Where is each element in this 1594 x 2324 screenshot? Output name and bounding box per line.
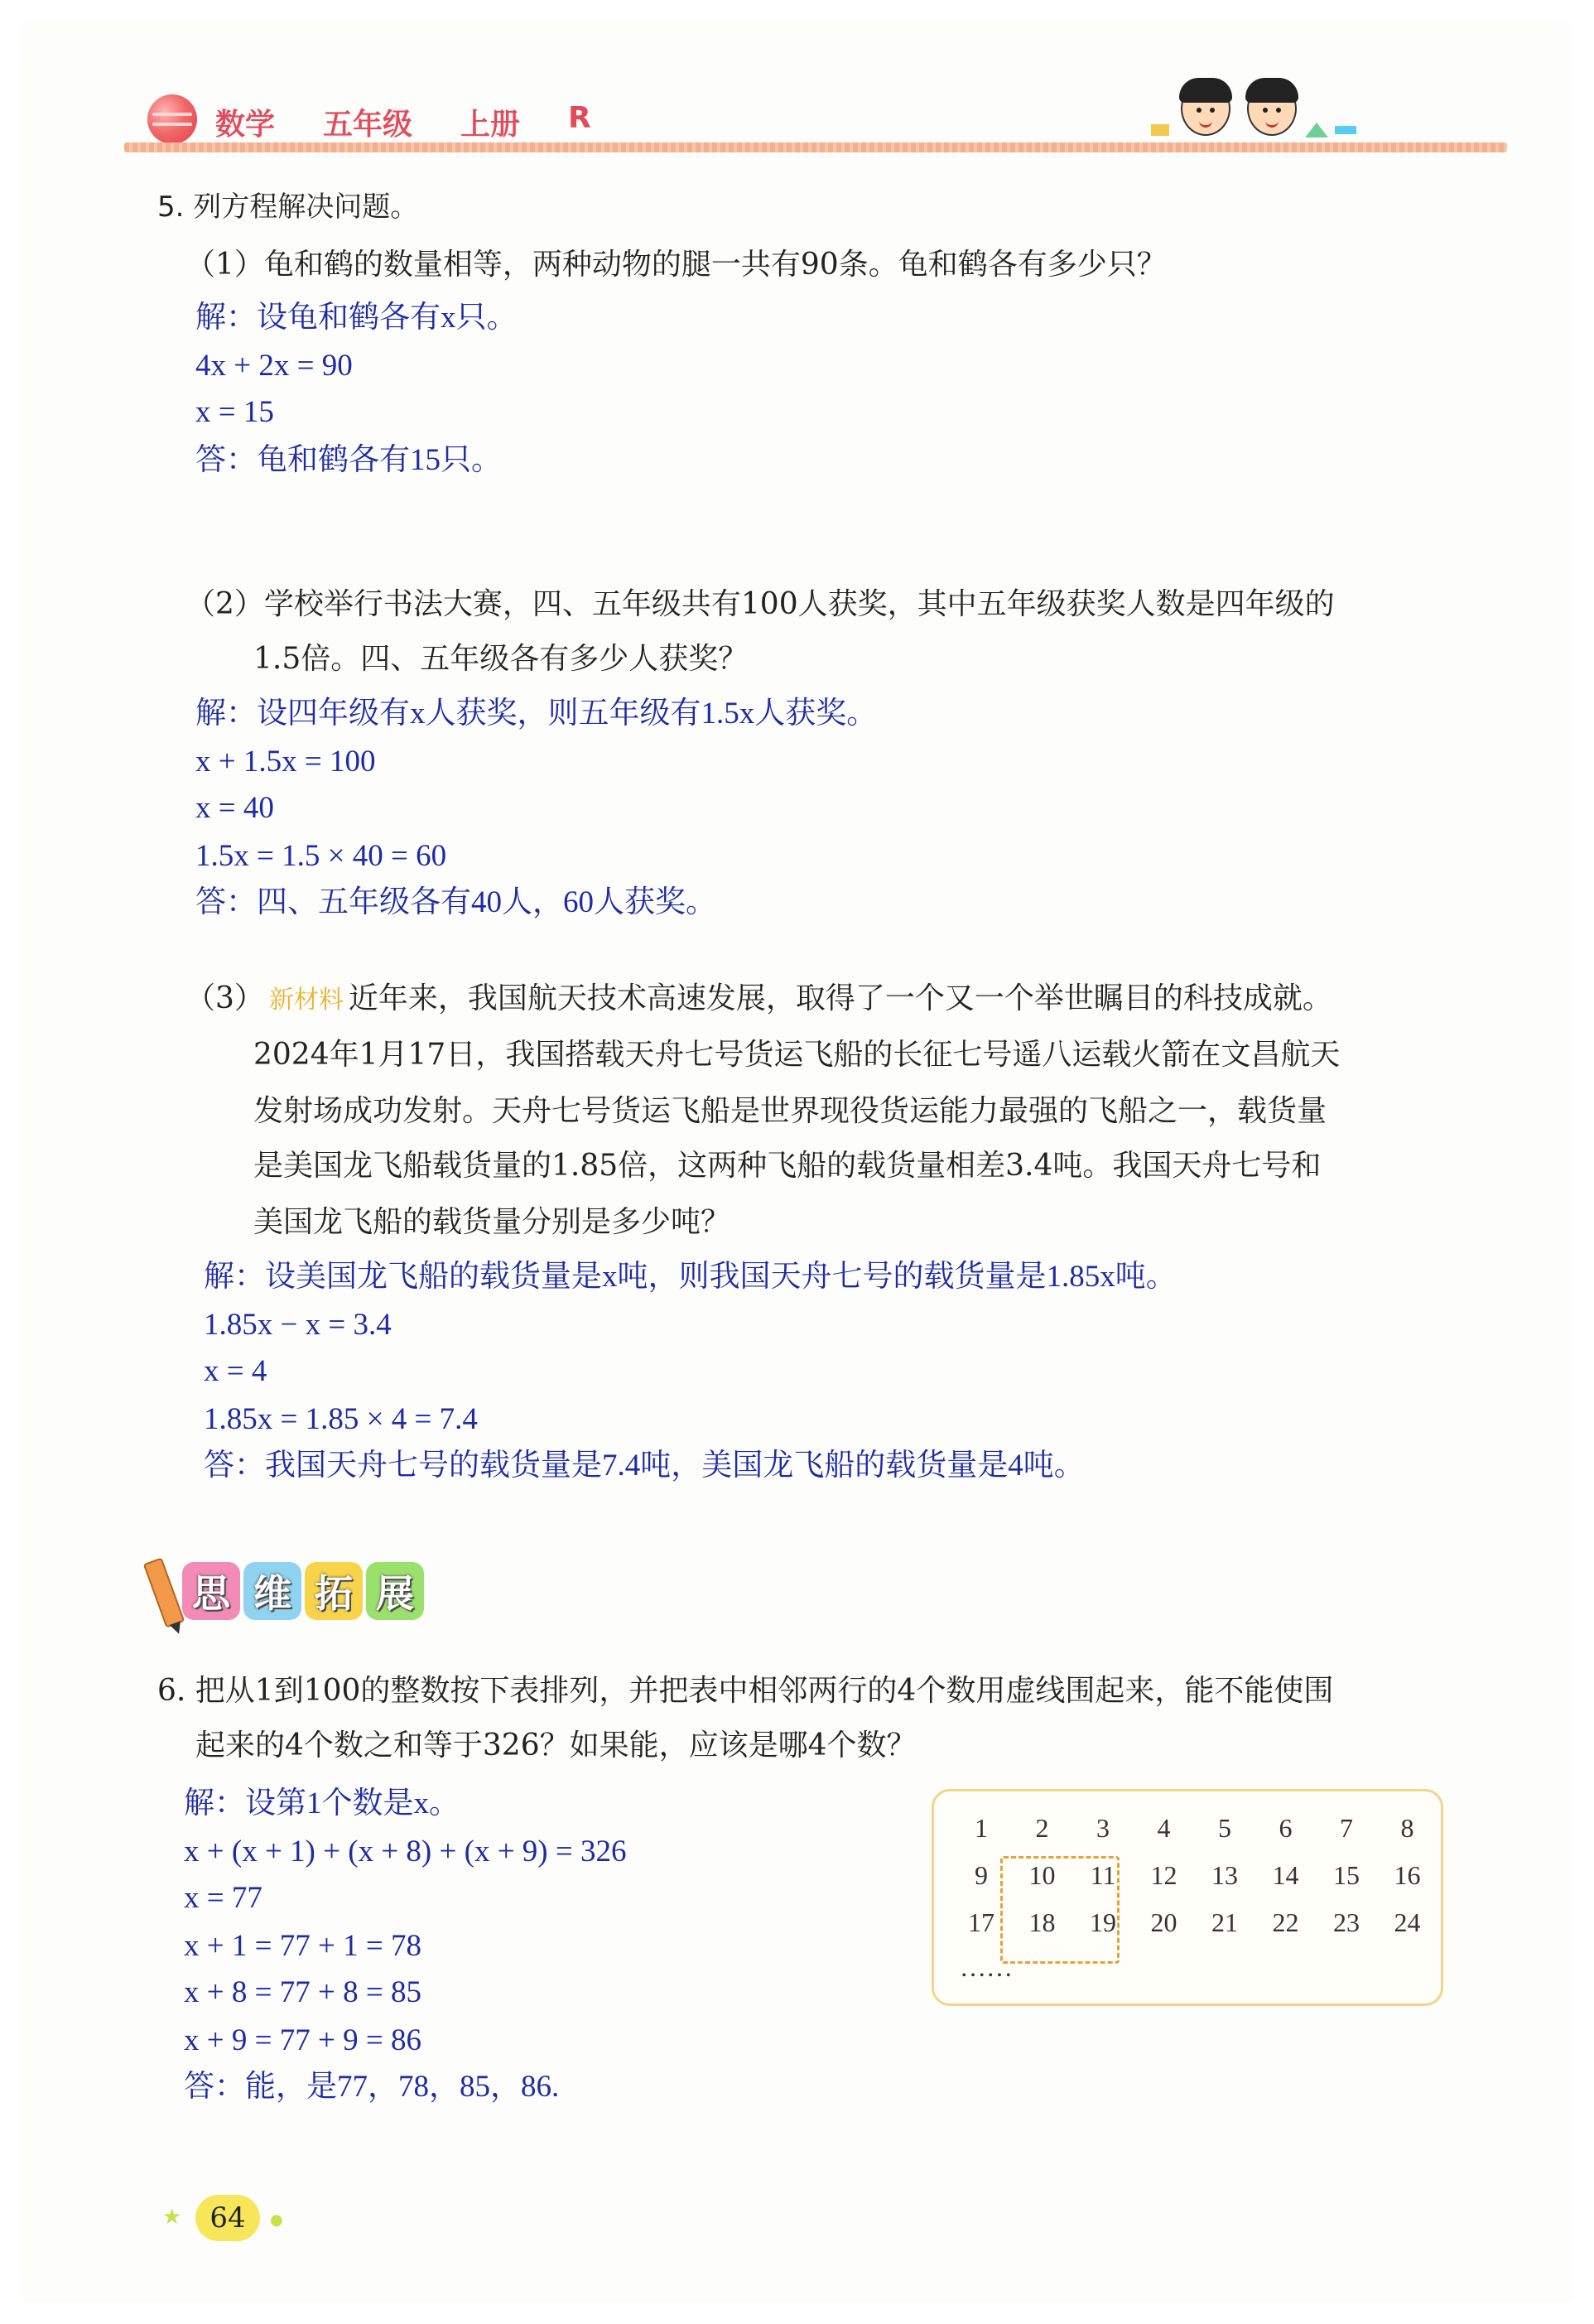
table-cell: 22	[1272, 1907, 1299, 1937]
question-6-text: 6. 把从1到100的整数按下表排列，并把表中相邻两行的4个数用虚线围起来，能不能使围	[157, 1674, 1334, 1708]
table-cell: 17	[968, 1907, 994, 1937]
banner-char: 拓	[305, 1562, 363, 1620]
table-ellipsis: ……	[960, 1952, 1013, 1982]
answer-line: 答：能，是77，78，85，86.	[184, 2070, 560, 2104]
answer-line: 1.85x − x = 3.4	[204, 1308, 392, 1342]
table-cell: 14	[1272, 1860, 1299, 1890]
children-illustration	[1110, 75, 1358, 149]
table-cell: 15	[1333, 1860, 1360, 1890]
table-cell: 10	[1028, 1860, 1056, 1890]
page-number: 64	[209, 2201, 246, 2235]
table-cell: 11	[1090, 1860, 1116, 1890]
answer-line: x + 8 = 77 + 8 = 85	[184, 1975, 421, 2009]
table-cell: 23	[1333, 1907, 1360, 1937]
table-cell: 7	[1340, 1813, 1353, 1843]
star-icon: ●	[270, 2211, 283, 2229]
girl-icon	[1247, 81, 1297, 136]
question-5-2-text: （2）学校举行书法大赛，四、五年级共有100人获奖，其中五年级获奖人数是四年级的	[185, 587, 1335, 621]
header-subject: 数学	[215, 108, 276, 142]
header-volume: 上册	[460, 108, 521, 142]
answer-line: 1.5x = 1.5 × 40 = 60	[195, 839, 447, 873]
answer-line: x = 4	[204, 1354, 267, 1388]
question-5-1-text: （1）龟和鹤的数量相等，两种动物的腿一共有90条。龟和鹤各有多少只？	[185, 248, 1167, 282]
answer-line: x + 9 = 77 + 9 = 86	[184, 2023, 421, 2057]
answer-line: x = 40	[195, 791, 274, 825]
question-text: 近年来，我国航天技术高速发展，取得了一个又一个举世瞩目的科技成就。	[348, 981, 1332, 1015]
answer-line: x = 15	[195, 395, 274, 429]
table-cell: 13	[1211, 1860, 1238, 1890]
table-cell: 3	[1096, 1813, 1110, 1843]
table-cell: 9	[975, 1860, 988, 1890]
thinking-extension-banner	[154, 1557, 427, 1632]
answer-line: 1.85x = 1.85 × 4 = 7.4	[204, 1402, 478, 1436]
block-icon	[1151, 124, 1169, 136]
table-cell: 18	[1028, 1907, 1056, 1937]
answer-line: 解：设龟和鹤各有x只。	[195, 301, 518, 335]
page-header	[116, 83, 1507, 166]
question-number: （3）	[185, 981, 264, 1015]
answer-line: 答：四、五年级各有40人，60人获奖。	[195, 885, 716, 919]
answer-line: x + 1 = 77 + 1 = 78	[184, 1929, 421, 1963]
question-5-3-text: 2024年1月17日，我国搭载天舟七号货运飞船的长征七号遥八运载火箭在文昌航天	[253, 1038, 1341, 1072]
question-6-text: 起来的4个数之和等于326？如果能，应该是哪4个数？	[195, 1729, 917, 1762]
table-cell: 21	[1211, 1907, 1238, 1937]
question-5-3-text: 是美国龙飞船载货量的1.85倍，这两种飞船的载货量相差3.4吨。我国天舟七号和	[253, 1149, 1322, 1183]
boy-icon	[1181, 81, 1230, 136]
star-icon: ★	[162, 2205, 182, 2230]
number-table	[932, 1789, 1443, 2006]
banner-char: 思	[182, 1562, 240, 1620]
table-cell: 8	[1400, 1813, 1414, 1843]
question-5-3-text: 发射场成功发射。天舟七号货运飞船是世界现役货运能力最强的飞船之一，载货量	[253, 1094, 1327, 1128]
question-5-3-text	[185, 981, 1332, 1019]
triangle-icon	[1305, 123, 1328, 137]
answer-line: 答：龟和鹤各有15只。	[195, 443, 502, 477]
new-material-tag: 新材料	[268, 986, 344, 1015]
answer-line: x = 77	[184, 1881, 262, 1915]
answer-line: 解：设第1个数是x。	[184, 1786, 460, 1820]
question-5-2-text: 1.5倍。四、五年级各有多少人获奖？	[253, 642, 749, 676]
table-cell: 6	[1279, 1813, 1293, 1843]
header-title	[215, 101, 591, 143]
answer-line: x + 1.5x = 100	[195, 745, 376, 779]
header-edition: R	[568, 101, 591, 135]
banner-char: 展	[366, 1562, 424, 1620]
table-cell: 4	[1157, 1813, 1171, 1843]
table-cell: 1	[975, 1813, 988, 1843]
banner-char: 维	[243, 1562, 301, 1620]
table-cell: 2	[1035, 1813, 1049, 1843]
table-cell: 24	[1394, 1907, 1421, 1937]
table-cell: 5	[1218, 1813, 1231, 1843]
answer-line: x + (x + 1) + (x + 8) + (x + 9) = 326	[184, 1835, 627, 1868]
question-5-3-text: 美国龙飞船的载货量分别是多少吨？	[253, 1205, 731, 1239]
header-grade: 五年级	[323, 108, 413, 142]
table-cell: 12	[1150, 1860, 1177, 1890]
table-cell: 19	[1090, 1907, 1116, 1937]
answer-line: 解：设美国龙飞船的载货量是x吨，则我国天舟七号的载货量是1.85x吨。	[204, 1260, 1177, 1294]
page-number-badge	[195, 2195, 260, 2241]
question-5-title: 5. 列方程解决问题。	[157, 190, 419, 224]
table-cell: 16	[1394, 1860, 1421, 1890]
table-cell: 20	[1150, 1907, 1177, 1937]
answer-line: 答：我国天舟七号的载货量是7.4吨，美国龙飞船的载货量是4吨。	[204, 1449, 1085, 1483]
block-icon	[1335, 126, 1356, 134]
answer-line: 4x + 2x = 90	[195, 349, 353, 383]
ball-icon	[147, 94, 197, 144]
answer-line: 解：设四年级有x人获奖，则五年级有1.5x人获奖。	[195, 697, 878, 730]
